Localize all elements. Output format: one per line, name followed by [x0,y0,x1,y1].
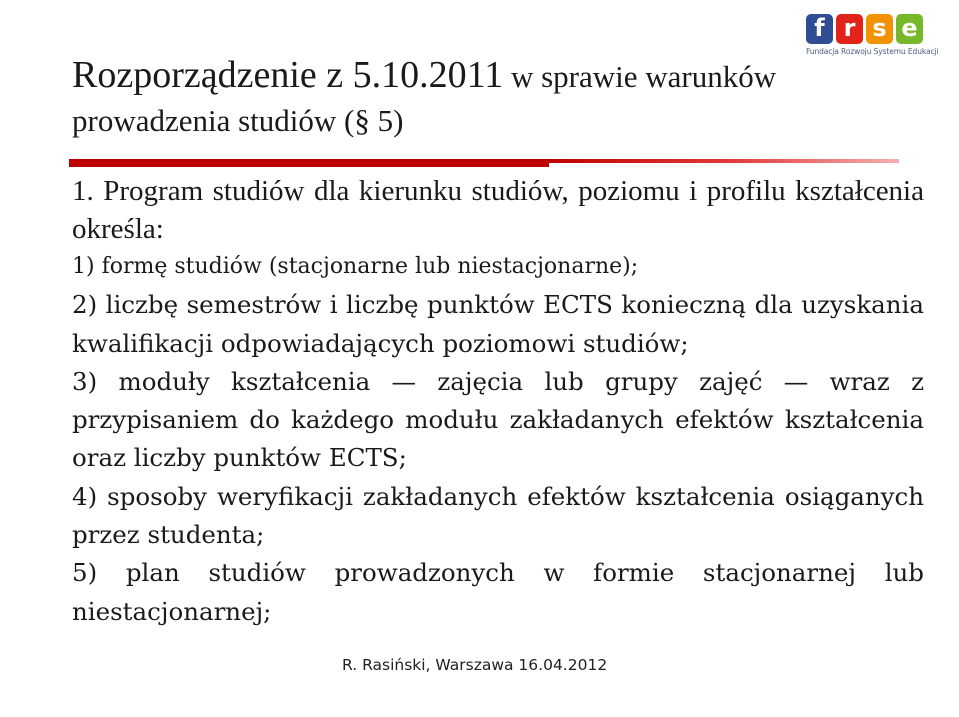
slide-title [72,56,902,146]
logo-letter-e: e [896,14,923,44]
title-underline-bar [69,159,899,167]
logo-letter-r: r [836,14,863,44]
list-item-5: 5) plan studiów prowadzonych w formie stacjonarnej lub niestacjonarnej; [72,558,924,626]
logo-subtitle: Fundacja Rozwoju Systemu Edukacji [806,47,939,56]
logo-letter-s: s [866,14,893,44]
list-item-4: 4) sposoby weryfikacji zakładanych efektów kształcenia osiąganych przez studenta; [72,481,924,550]
slide-body [72,172,924,631]
title-underline-notch [549,163,899,167]
slide-title-main: Rozporządzenie z 5.10.2011 [72,54,504,96]
list-item-1: 1) formę studiów (stacjonarne lub niestacjonarne); [72,254,639,279]
list-item-2: 2) liczbę semestrów i liczbę punktów ECTS konieczną dla uzyskania kwalifikacji odpowiadających poziomowi studiów; [72,290,924,358]
list-item-3: 3) moduły kształcenia — zajęcia lub grupy zajęć — wraz z przypisaniem do każdego modułu zakładanych efektów kształcenia oraz liczby punktów ECTS; [72,366,924,473]
intro-paragraph: 1. Program studiów dla kierunku studiów, poziomu i profilu kształcenia określa: [72,175,924,245]
slide-footer: R. Rasiński, Warszawa 16.04.2012 [342,656,608,674]
frse-logo-letters [806,14,930,44]
slide-title-rest: w sprawie warunków prowadzenia studiów (§ 5) [72,59,777,138]
logo-letter-f: f [806,14,833,44]
